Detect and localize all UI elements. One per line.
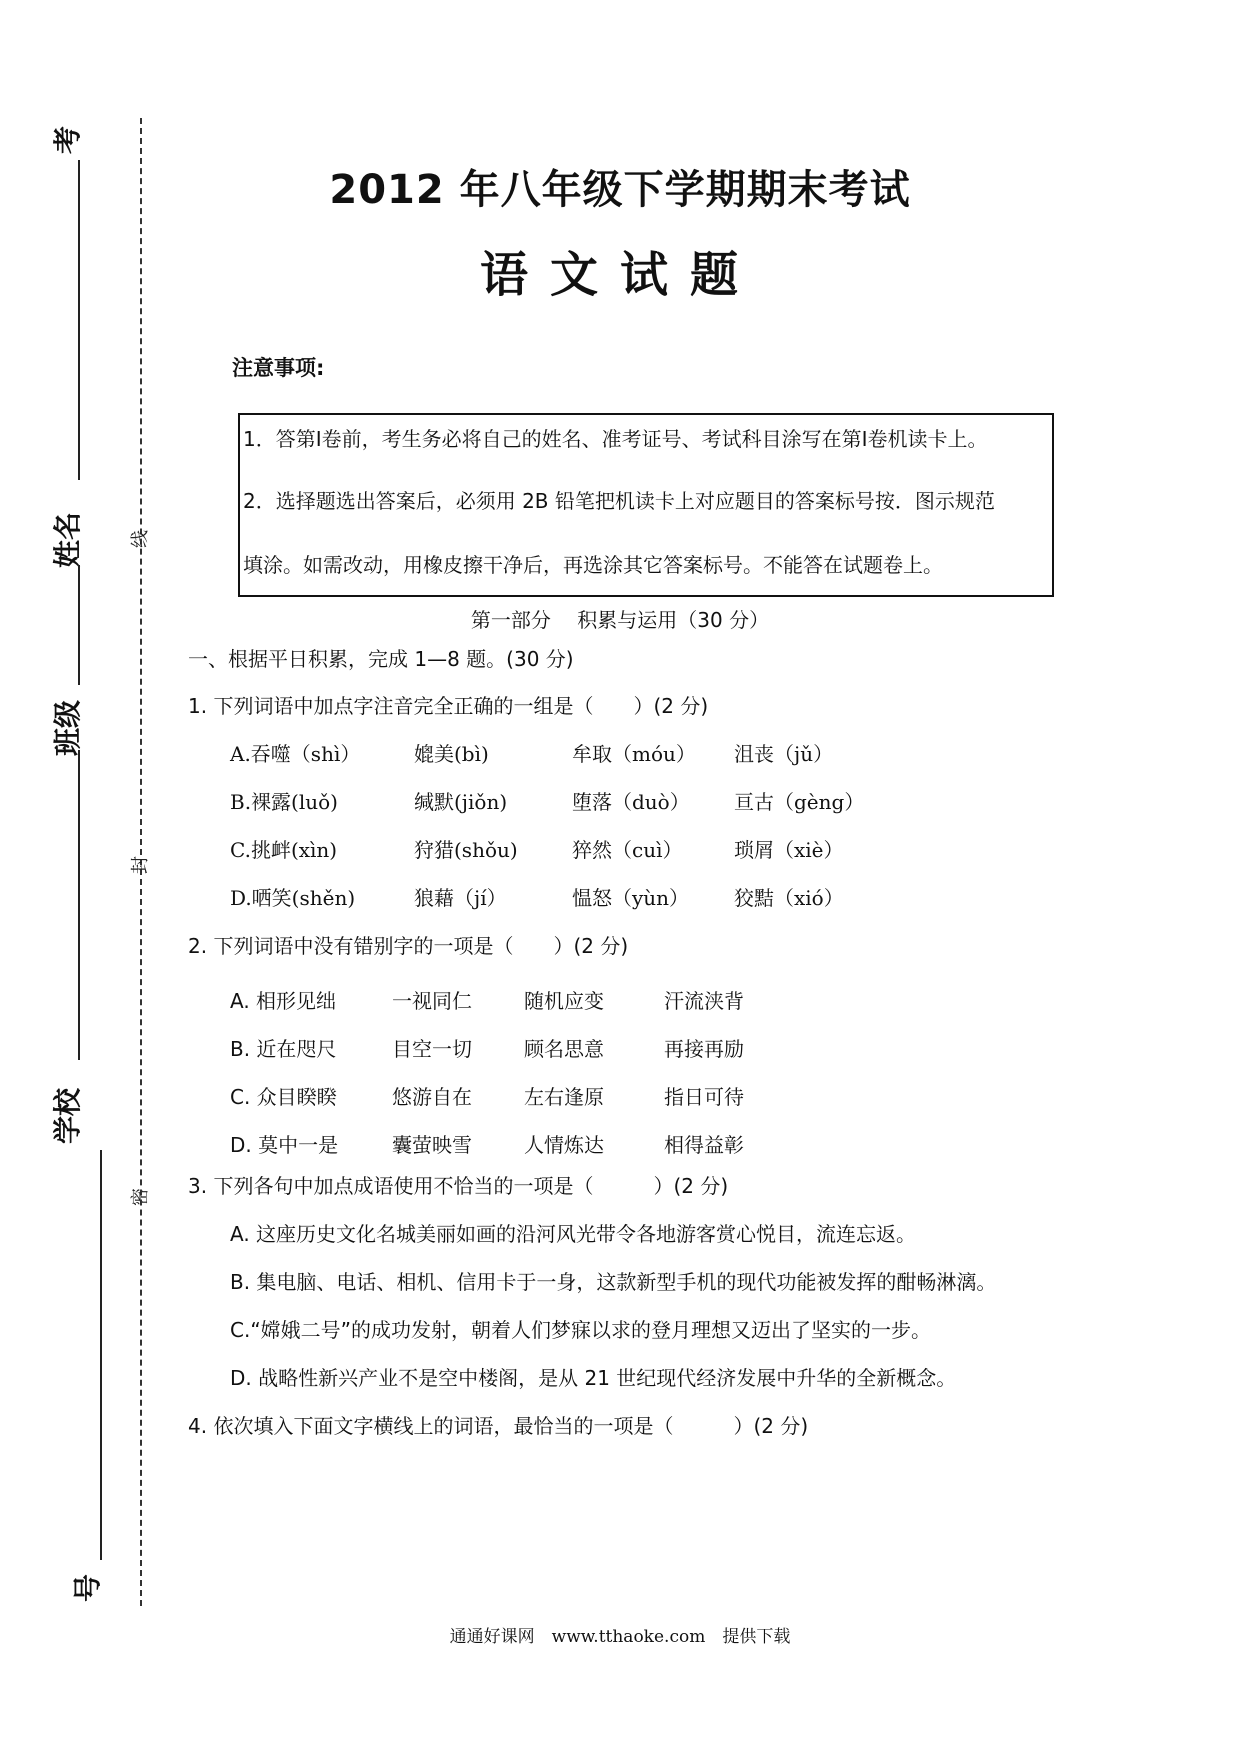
q2-option: B. 近在咫尺 bbox=[230, 1037, 337, 1061]
question-1-stem: 1. 下列词语中加点字注音完全正确的一组是（ ）(2 分) bbox=[188, 694, 709, 718]
exam-subtitle: 语文试题 bbox=[479, 247, 760, 303]
q1-option: 琐屑（xiè） bbox=[734, 838, 844, 862]
q2-option: C. 众目睽睽 bbox=[230, 1085, 337, 1109]
q2-option: 再接再励 bbox=[664, 1037, 744, 1061]
q2-option: 一视同仁 bbox=[392, 989, 472, 1013]
side-label-hao: 号 bbox=[71, 1573, 105, 1603]
q2-option: 相得益彰 bbox=[664, 1133, 744, 1157]
q1-option: A.吞噬（shì） bbox=[230, 742, 361, 766]
side-label-class: 班级 bbox=[51, 699, 85, 757]
notice-line-3: 填涂。如需改动，用橡皮擦干净后，再选涂其它答案标号。不能答在试题卷上。 bbox=[243, 553, 943, 577]
q2-option: 悠游自在 bbox=[392, 1085, 472, 1109]
q1-option: 愠怒（yùn） bbox=[572, 886, 690, 910]
q3-option-c: C.“嫦娥二号”的成功发射，朝着人们梦寐以求的登月理想又迈出了坚实的一步。 bbox=[230, 1318, 932, 1342]
q1-option: 狼藉（jí） bbox=[414, 886, 507, 910]
notice-line-2: 2．选择题选出答案后，必须用 2B 铅笔把机读卡上对应题目的答案标号按．图示规范 bbox=[243, 489, 995, 513]
notice-box bbox=[238, 413, 1054, 597]
q2-option: 人情炼达 bbox=[524, 1133, 604, 1157]
q1-option: 牟取（móu） bbox=[572, 742, 696, 766]
side-rule-school bbox=[100, 1150, 102, 1560]
q1-option: 猝然（cuì） bbox=[572, 838, 683, 862]
q1-option: 缄默(jiǒn) bbox=[414, 790, 508, 814]
notice-heading: 注意事项: bbox=[232, 356, 325, 380]
q1-option: 亘古（gèng） bbox=[734, 790, 865, 814]
side-label-kao: 考 bbox=[51, 125, 85, 155]
question-2-stem: 2. 下列词语中没有错别字的一项是（ ）(2 分) bbox=[188, 934, 629, 958]
q2-option: D. 莫中一是 bbox=[230, 1133, 339, 1157]
q2-option: 指日可待 bbox=[664, 1085, 744, 1109]
q3-option-b: B. 集电脑、电话、相机、信用卡于一身，这款新型手机的现代功能被发挥的酣畅淋漓。 bbox=[230, 1270, 997, 1294]
part-title: 第一部分 积累与运用（30 分） bbox=[470, 608, 770, 632]
side-label-name: 姓名 bbox=[51, 511, 85, 569]
question-3-stem: 3. 下列各句中加点成语使用不恰当的一项是（ ）(2 分) bbox=[188, 1174, 729, 1198]
q1-option: 堕落（duò） bbox=[572, 790, 690, 814]
side-label-school: 学校 bbox=[51, 1087, 85, 1145]
q1-option: 狩猎(shǒu) bbox=[414, 838, 518, 862]
notice-line-1: 1．答第Ⅰ卷前，考生务必将自己的姓名、准考证号、考试科目涂写在第Ⅰ卷机读卡上。 bbox=[243, 427, 988, 451]
q2-option: 汗流浃背 bbox=[664, 989, 744, 1013]
exam-title: 2012 年八年级下学期期末考试 bbox=[329, 167, 911, 213]
q2-option: 随机应变 bbox=[524, 989, 604, 1013]
q2-option: A. 相形见绌 bbox=[230, 989, 337, 1013]
q1-option: 媲美(bì) bbox=[414, 742, 489, 766]
q1-option: 狡黠（xió） bbox=[734, 886, 844, 910]
q2-option: 顾名思意 bbox=[524, 1037, 604, 1061]
cut-mark-feng: 封 bbox=[130, 856, 151, 874]
q1-option: 沮丧（jǔ） bbox=[734, 742, 834, 766]
footer-source: 通通好课网 www.tthaoke.com 提供下载 bbox=[449, 1627, 791, 1647]
q2-option: 左右逢原 bbox=[524, 1085, 604, 1109]
side-rule-class bbox=[78, 750, 80, 1060]
q3-option-d: D. 战略性新兴产业不是空中楼阁，是从 21 世纪现代经济发展中升华的全新概念。 bbox=[230, 1366, 957, 1390]
section-heading: 一、根据平日积累，完成 1—8 题。(30 分) bbox=[188, 647, 574, 671]
q1-option: C.挑衅(xìn) bbox=[230, 838, 338, 862]
q3-option-a: A. 这座历史文化名城美丽如画的沿河风光带令各地游客赏心悦目，流连忘返。 bbox=[230, 1222, 917, 1246]
q2-option: 目空一切 bbox=[392, 1037, 472, 1061]
question-4-stem: 4. 依次填入下面文字横线上的词语，最恰当的一项是（ ）(2 分) bbox=[188, 1414, 809, 1438]
q1-option: B.裸露(luǒ) bbox=[230, 790, 338, 814]
q1-option: D.哂笑(shěn) bbox=[230, 886, 356, 910]
cut-mark-mi: 密 bbox=[130, 1188, 151, 1206]
cut-mark-xian: 线 bbox=[130, 530, 151, 548]
q2-option: 囊萤映雪 bbox=[392, 1133, 472, 1157]
